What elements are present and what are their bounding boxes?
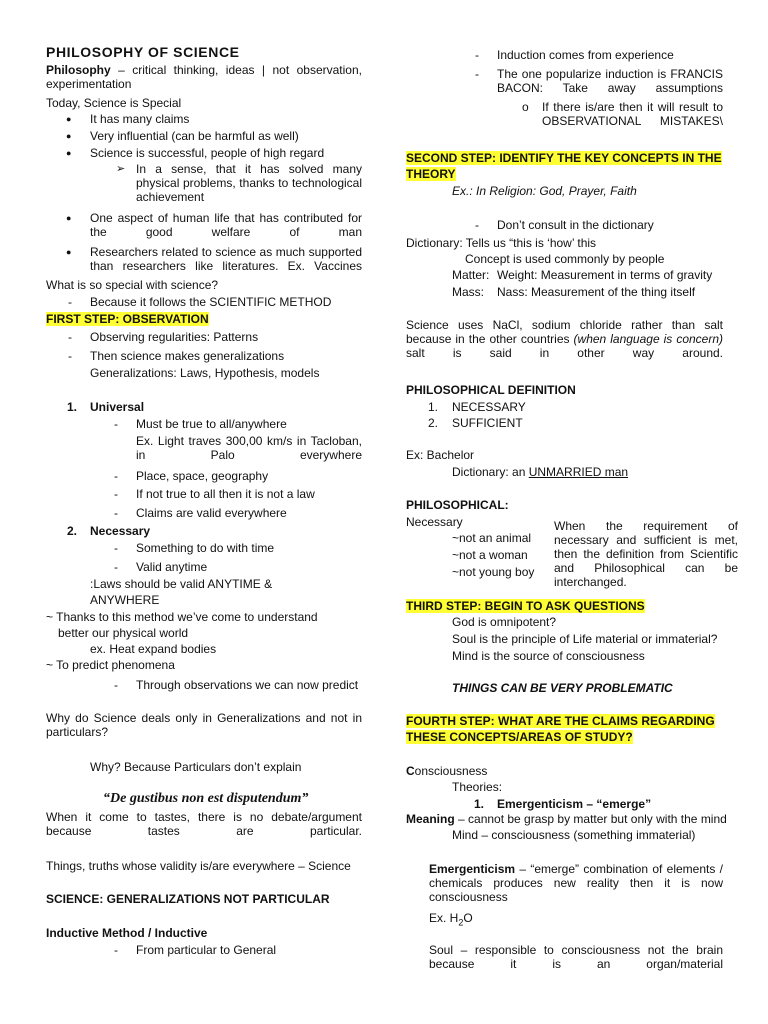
- nacl-italic: (when language is concern): [573, 332, 724, 346]
- meaning-def: – cannot be grasp by matter but only with the mind: [454, 812, 727, 826]
- list-item: - Must be true to all/anywhere: [136, 417, 287, 431]
- question-item: God is omnipotent?: [452, 615, 557, 629]
- laws-line: :Laws should be valid ANYTIME &: [90, 577, 273, 591]
- dictionary-bachelor: [452, 465, 628, 479]
- philosophy-term: Philosophy: [46, 63, 111, 77]
- list-number: 1.: [474, 797, 485, 811]
- emergenticism-item: [497, 797, 651, 811]
- unmarried-man: UNMARRIED man: [528, 465, 629, 479]
- why-because: Why? Because Particulars don’t explain: [90, 760, 302, 774]
- mass-definition: Nass: Measurement of the thing itself: [497, 285, 696, 299]
- theories-label: Theories:: [452, 780, 503, 794]
- meaning-label: Meaning: [406, 812, 455, 826]
- heat-example: ex. Heat expand bodies: [90, 642, 217, 656]
- list-number: 1.: [67, 400, 78, 414]
- matter-label: Matter:: [452, 268, 490, 282]
- emergenticism-quote: – “emerge”: [583, 797, 652, 811]
- thanks-line: ~ Thanks to this method we’ve come to understand: [46, 610, 318, 624]
- necessary-heading: Necessary: [90, 524, 151, 538]
- necessary-label: Necessary: [406, 515, 463, 529]
- emergenticism-paragraph: [429, 862, 723, 904]
- list-item: - Observing regularities: Patterns: [90, 330, 258, 344]
- concept-line: Concept is used commonly by people: [465, 252, 665, 266]
- nacl-paragraph: [406, 318, 723, 360]
- consciousness-heading: [406, 764, 487, 778]
- what-special-line: What is so special with science?: [46, 278, 219, 292]
- emergenticism-term: Emergenticism: [429, 862, 516, 876]
- philosophical-heading: PHILOSOPHICAL:: [406, 498, 509, 512]
- list-item: ~not a woman: [452, 548, 528, 562]
- mass-label: Mass:: [452, 285, 485, 299]
- list-item: - The one popularize induction is FRANCIS BACON: Take away assumptions: [497, 67, 723, 95]
- question-item: Soul is the principle of Life material or immaterial?: [452, 632, 718, 646]
- emergenticism-def: – “emerge” combination of elements / chemicals produces new reality then it is now consciousness: [429, 862, 723, 904]
- nacl-text: Science uses NaCl, sodium chloride rather than salt because in the other countries: [406, 318, 723, 346]
- list-item: ● It has many claims: [90, 112, 189, 126]
- h2o-o: O: [463, 911, 473, 925]
- laws-line: ANYWHERE: [90, 593, 160, 607]
- list-item: - Don’t consult in the dictionary: [497, 218, 654, 232]
- list-item: - Then science makes generalizations: [90, 349, 284, 363]
- fourth-step-heading: THESE CONCEPTS/AREAS OF STUDY?: [406, 730, 633, 744]
- list-item: SUFFICIENT: [452, 416, 523, 430]
- list-item: - Valid anytime: [136, 560, 207, 574]
- list-item: - From particular to General: [136, 943, 276, 957]
- first-step-heading: FIRST STEP: OBSERVATION: [46, 312, 209, 326]
- h2o-example: [429, 911, 473, 929]
- dictionary-an: Dictionary: an: [452, 465, 529, 479]
- universal-example: Ex. Light traves 300,00 km/s in Tacloban, in Palo everywhere: [136, 434, 362, 462]
- h2o-subscript: 2: [458, 917, 464, 928]
- predict-line: ~ To predict phenomena: [46, 658, 175, 672]
- list-item: ~not an animal: [452, 531, 532, 545]
- meaning-line: [406, 812, 727, 826]
- sense-item: ➢ In a sense, that it has solved many physical problems, thanks to technological achievement: [136, 162, 362, 204]
- consciousness-initial: C: [406, 764, 415, 778]
- truths-line: Things, truths whose validity is/are everywhere – Science: [46, 859, 351, 873]
- list-item: ● One aspect of human life that has contributed for the good welfare of man: [90, 211, 362, 239]
- inductive-heading: Inductive Method / Inductive: [46, 926, 208, 940]
- list-item: - Place, space, geography: [136, 469, 268, 483]
- list-number: 2.: [67, 524, 78, 538]
- list-item: NECESSARY: [452, 400, 526, 414]
- fourth-step-heading: FOURTH STEP: WHAT ARE THE CLAIMS REGARDING: [406, 714, 715, 728]
- philosophical-definition-heading: PHILOSOPHICAL DEFINITION: [406, 383, 576, 397]
- second-step-heading: SECOND STEP: IDENTIFY THE KEY CONCEPTS IN THE: [406, 151, 722, 165]
- philosophy-definition: [46, 63, 362, 91]
- list-number: 1.: [428, 400, 439, 414]
- list-item: ● Science is successful, people of high regard: [90, 146, 324, 160]
- list-item: ~not young boy: [452, 565, 535, 579]
- soul-paragraph: Soul – responsible to consciousness not the brain because it is an organ/material: [429, 943, 723, 971]
- science-generalizations-heading: SCIENCE: GENERALIZATIONS NOT PARTICULAR: [46, 892, 330, 906]
- philosophy-def-text: – critical thinking, ideas | not observation, experimentation: [46, 63, 362, 91]
- nacl-text: salt is said in other way around.: [406, 346, 723, 360]
- generalizations-line: Generalizations: Laws, Hypothesis, models: [90, 366, 320, 380]
- page-title: PHILOSOPHY OF SCIENCE: [46, 44, 240, 60]
- list-item: - Something to do with time: [136, 541, 274, 555]
- list-item: - Induction comes from experience: [497, 48, 674, 62]
- matter-definition: Weight: Measurement in terms of gravity: [497, 268, 713, 282]
- list-number: 2.: [428, 416, 439, 430]
- second-step-heading: THEORY: [406, 167, 456, 181]
- today-line: Today, Science is Special: [46, 96, 182, 110]
- list-item: ● Researchers related to science as much supported than researchers like literatures. Ex. Vaccines: [90, 245, 362, 273]
- list-item: - Through observations we can now predict: [136, 678, 358, 692]
- list-item: - Because it follows the SCIENTIFIC METHOD: [90, 295, 331, 309]
- religion-example: Ex.: In Religion: God, Prayer, Faith: [452, 184, 637, 198]
- emergenticism-term: Emergenticism: [497, 797, 584, 811]
- consciousness-rest: onsciousness: [414, 764, 488, 778]
- thanks-line: better our physical world: [58, 626, 189, 640]
- latin-quote: “De gustibus non est disputendum”: [103, 791, 309, 806]
- third-step-heading: THIRD STEP: BEGIN TO ASK QUESTIONS: [406, 599, 645, 613]
- bachelor-example: Ex: Bachelor: [406, 448, 475, 462]
- list-item: o If there is/are then it will result to OBSERVATIONAL MISTAKES\: [542, 100, 723, 128]
- list-item: - If not true to all then it is not a law: [136, 487, 315, 501]
- universal-heading: Universal: [90, 400, 145, 414]
- mind-line: Mind – consciousness (something immaterial): [452, 828, 696, 842]
- why-generalizations: Why do Science deals only in Generalizations and not in particulars?: [46, 711, 362, 739]
- list-item: - Claims are valid everywhere: [136, 506, 287, 520]
- problematic-line: THINGS CAN BE VERY PROBLEMATIC: [452, 681, 673, 695]
- interchange-note: When the requirement of necessary and sufficient is met, then the definition from Scientific and Philosophical can be interchanged.: [554, 519, 738, 589]
- question-item: Mind is the source of consciousness: [452, 649, 645, 663]
- dictionary-line: Dictionary: Tells us “this is ‘how’ this: [406, 236, 597, 250]
- h2o-prefix: Ex. H: [429, 911, 459, 925]
- list-item: ● Very influential (can be harmful as well): [90, 129, 299, 143]
- tastes-paragraph: When it come to tastes, there is no debate/argument because tastes are particular.: [46, 810, 362, 838]
